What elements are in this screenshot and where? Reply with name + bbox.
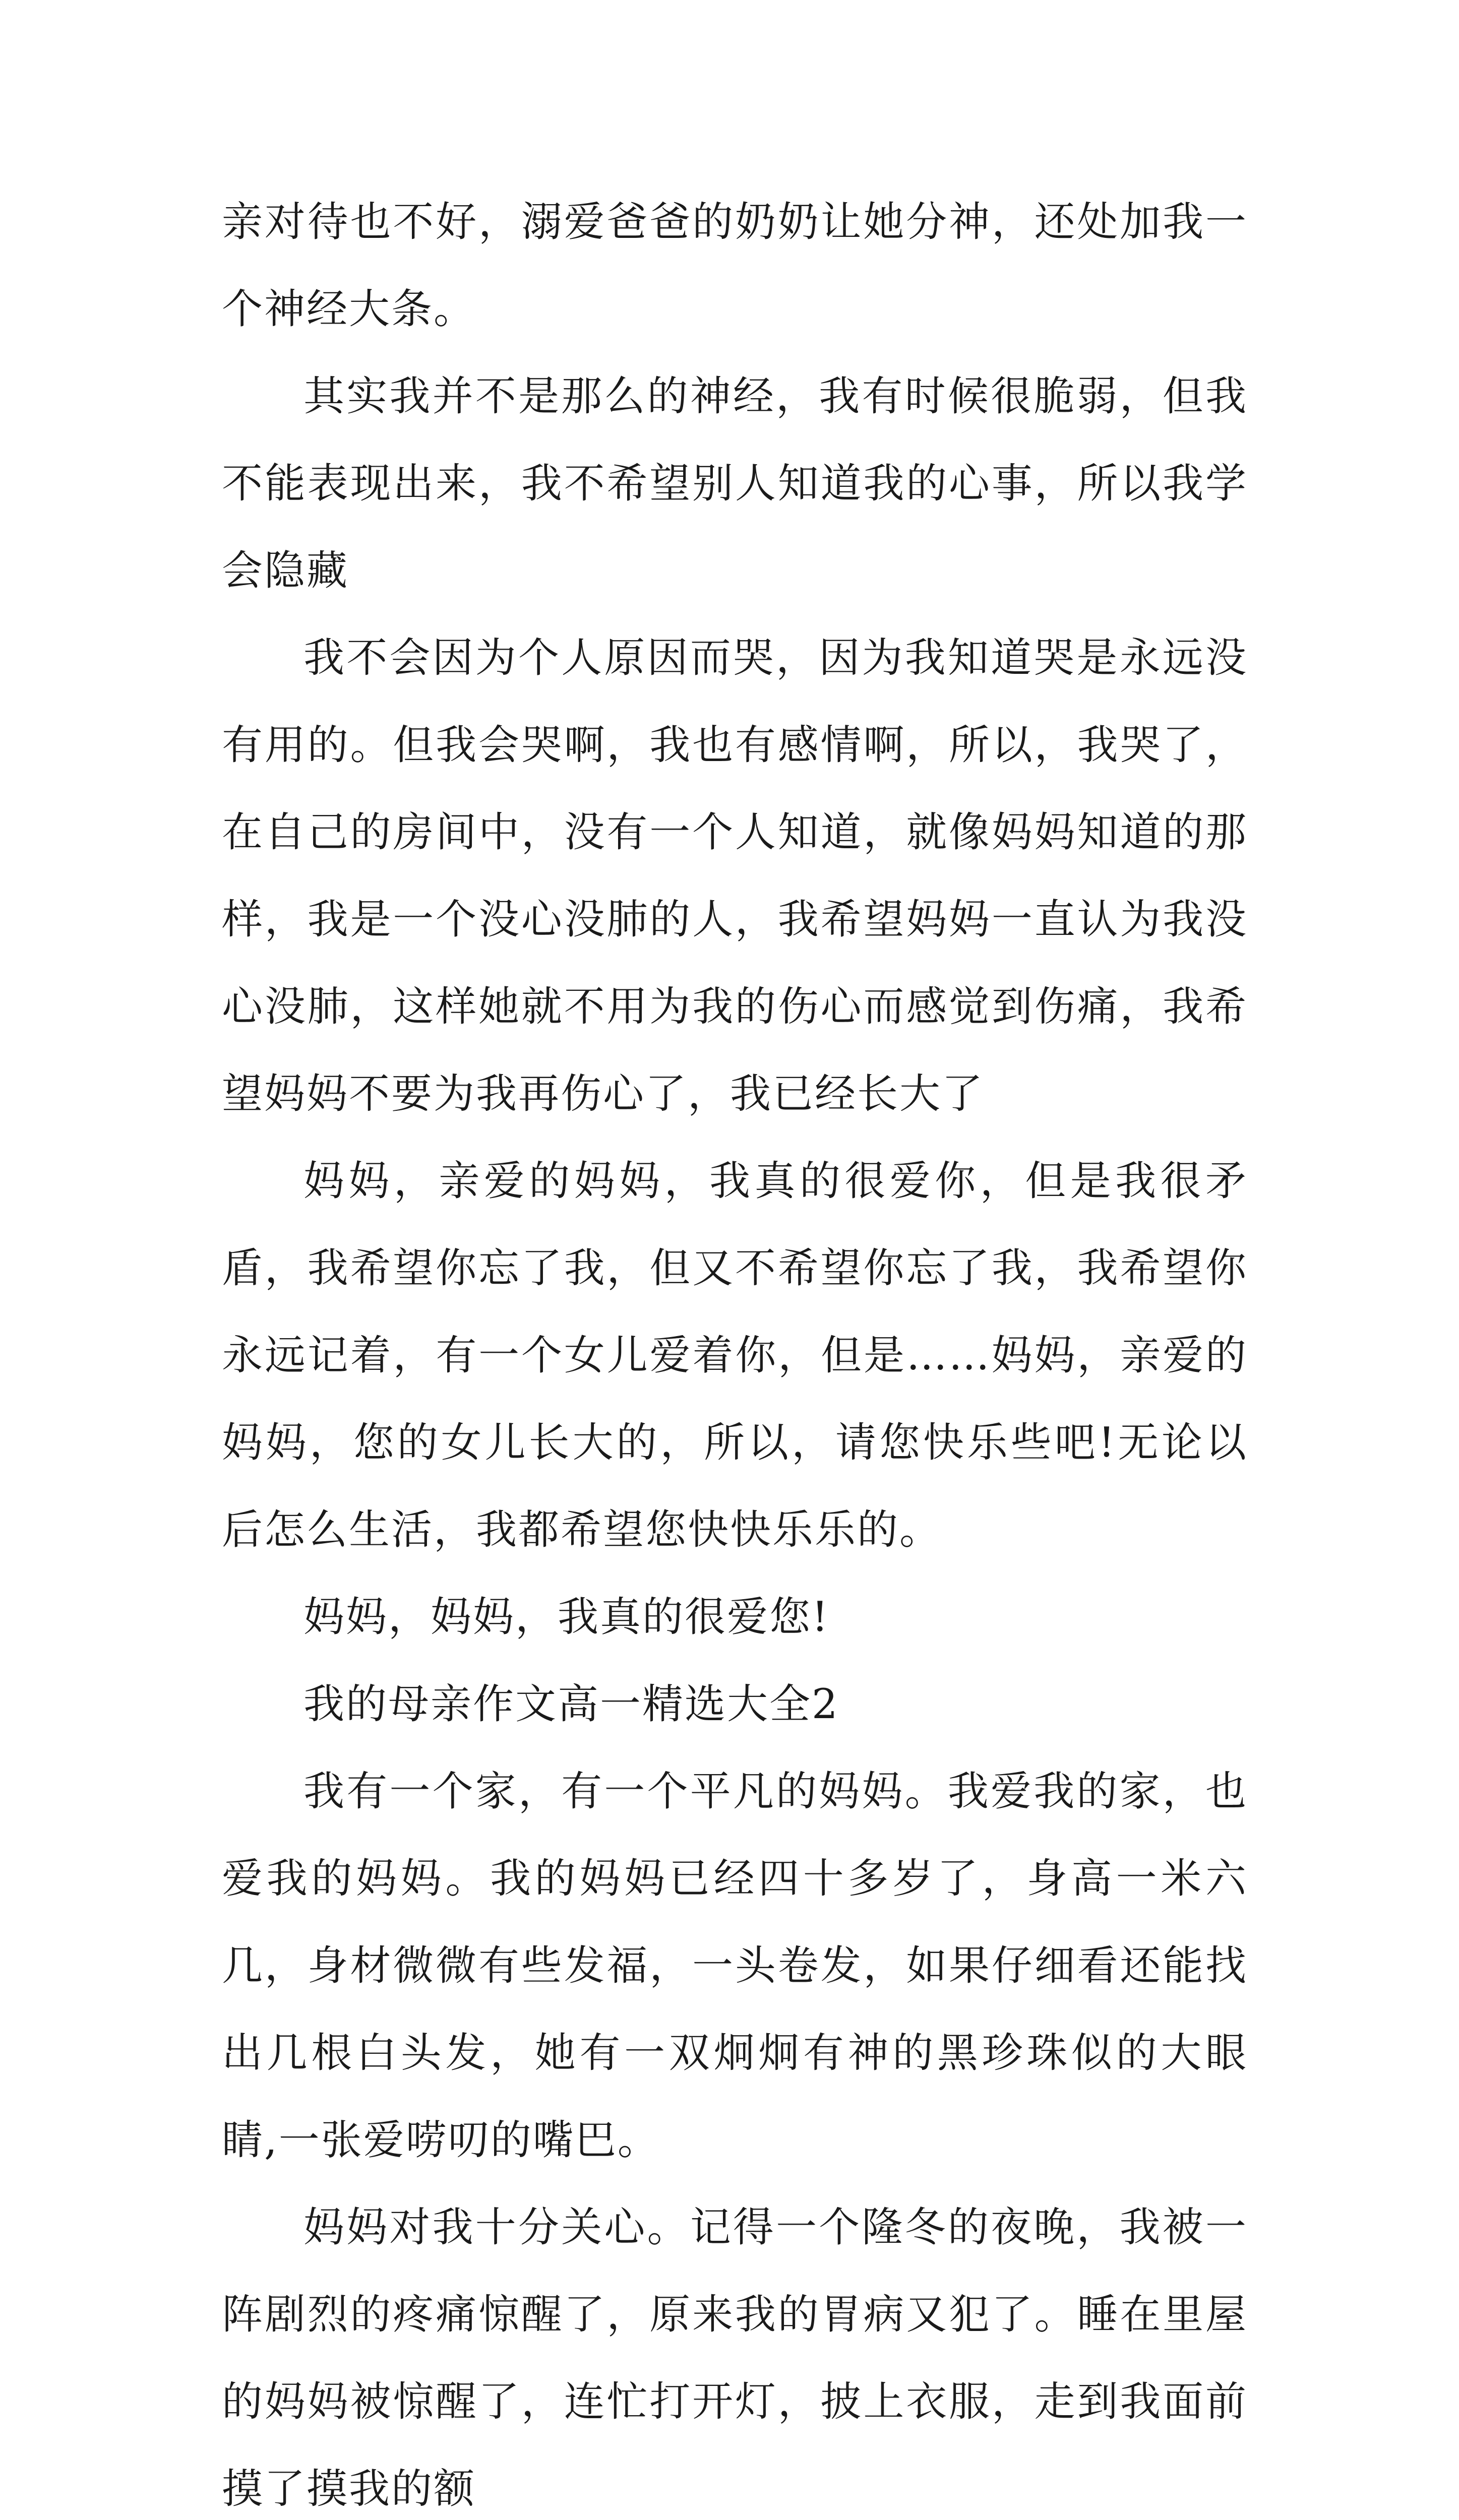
- paragraph-3: 我不会因为个人原因而哭，因为我知道哭是永远没有用的。但我会哭啊，我也有感情啊，所以，我哭了，在自己的房间中，没有一个人知道，就像妈妈知道的那样，我是一个没心没肺的人，我希望妈妈一直认为我没心没肺，这样她就不用为我的伤心而感觉到伤痛，我希望妈妈不要为我再伤心了，我已经长大了: [222, 635, 1248, 1118]
- document-body: [222, 179, 1248, 2520]
- paragraph-2: 其实我并不是那么的神经，我有时候很脆弱，但我不能表现出来，我不希望别人知道我的心事，所以我学会隐藏: [222, 373, 1248, 595]
- section-heading: 我的母亲作文高一精选大全2: [303, 1681, 839, 1728]
- paragraph-7: 妈妈对我十分关心。记得一个隆冬的夜晚，我被一阵剧烈的疼痛惊醒了，原来我的胃病又犯了。睡在里屋的妈妈被惊醒了，连忙打开灯，披上衣服，走到我面前摸了摸我的额: [222, 2204, 1248, 2513]
- paragraph-6: 我有一个家，有一个平凡的妈妈。我爱我的家，也爱我的妈妈。我的妈妈已经四十多岁了，身高一米六几，身材微微有些发福，一头卷发，如果仔细看还能找出几根白头发，她有一双炯炯有神的黑珍珠似的大眼睛,一张爱唠叨的嘴巴。: [222, 1768, 1248, 2164]
- paragraph-4: 妈妈，亲爱的妈妈，我真的很爱你，但是我很矛盾，我希望你忘了我，但又不希望你忘了我，我希望你永远记着，有一个女儿爱着你，但是……妈妈，亲爱的妈妈，您的女儿长大的，所以，请您快乐些吧!无论以后怎么生活，我都希望您快快乐乐的。: [222, 1158, 1248, 1554]
- paragraph-1: 亲对待也不好，溺爱爸爸的奶奶让她分神，还处加我一个神经大条。: [222, 199, 1248, 333]
- paragraph-5: 妈妈，妈妈，我真的很爱您!: [303, 1594, 830, 1641]
